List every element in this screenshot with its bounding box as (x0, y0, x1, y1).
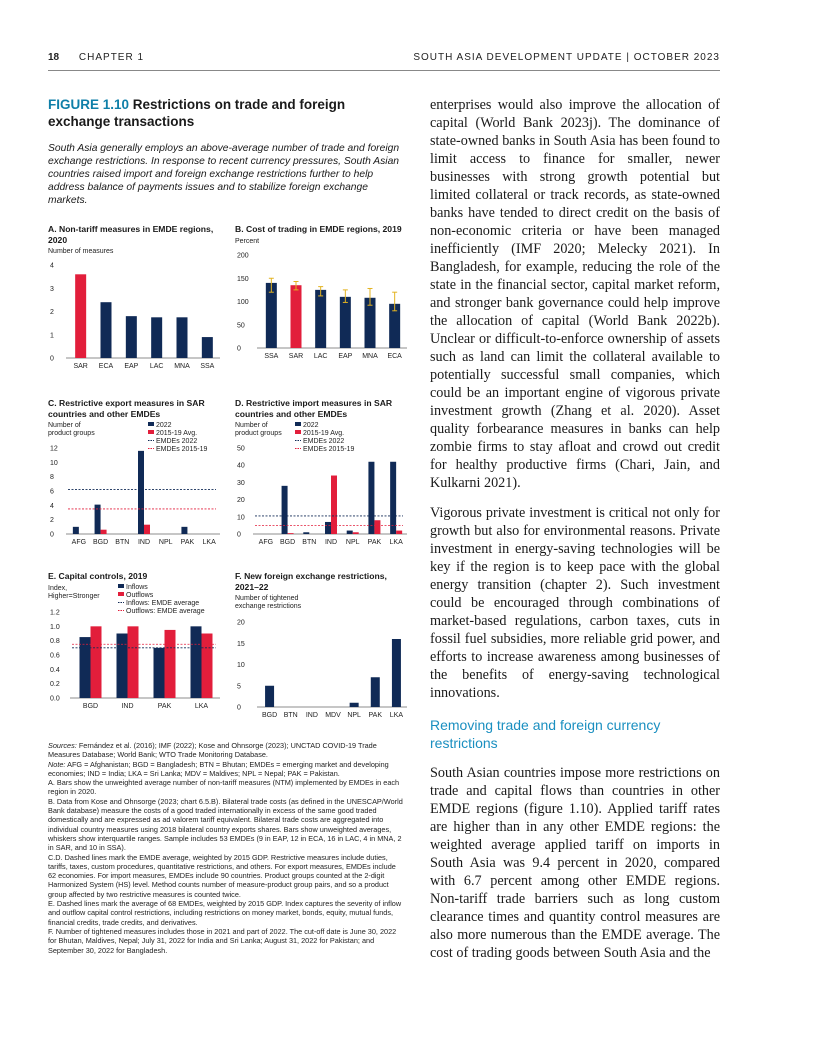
y-tick-label: 50 (237, 445, 245, 453)
x-tick-label: MNA (174, 363, 190, 370)
legend-label: Inflows (126, 583, 148, 591)
legend-label: EMDEs 2015-19 (303, 446, 355, 453)
panel-a (48, 224, 224, 380)
bar (303, 532, 309, 534)
x-tick-label: PAK (180, 539, 195, 546)
chart-d (235, 419, 411, 555)
legend-swatch (295, 422, 301, 426)
y-tick-label: 6 (50, 488, 54, 496)
x-tick-label: EAP (124, 363, 139, 370)
x-tick-label: SSA (264, 352, 279, 360)
y-tick-label: 1.0 (50, 623, 60, 631)
y-tick-label: 10 (237, 514, 245, 522)
bar (390, 462, 396, 534)
y-tick-label: 20 (237, 619, 245, 627)
bar (177, 317, 188, 358)
figure-number: FIGURE 1.10 (48, 97, 130, 112)
figure-title (48, 96, 410, 130)
legend-label: 2015-19 Avg. (156, 430, 198, 437)
note-e: E. Dashed lines mark the average of 68 EMDEs, weighted by 2015 GDP. Index captures the severity of inflow and outflow capital control restrictions, including restrictions on money market, bonds, equity, mutual funds, financial credits, trade credits, and derivatives. (48, 899, 402, 927)
legend-label: Outflows (126, 591, 154, 599)
body-paragraph-1: enterprises would also improve the allocation of capital (World Bank 2023j). The dominance of state-owned banks in South Asia has been found to limit access to finance for smaller, newer businesses with strong growth potential but limited collateral or track records, as state-owned banks have tended to direct credit on the basis of non-economic criteria or have been managed inefficiently (IMF 2020; Melecky 2021). In Bangladesh, for example, reducing the role of the state in the financial sector, capital market reform, and stronger bank governance could help improve the allocation of capital (World Bank 2022b). Unclear or difficult-to-enforce ownership of assets such as land can limit the collateral available to potentially successful small companies, which could be an important engine of vigorous private investment growth (Zhang et al. 2020). Asset quality forbearance measures in banks can help zombie firms to stay afloat and crowd out credit for healthy productive firms (Chari, Jain, and Kulkarni 2021). (430, 97, 720, 491)
y-tick-label: 100 (237, 298, 249, 306)
y-tick-label: 2 (50, 309, 54, 316)
y-tick-label: 12 (50, 445, 58, 453)
header-rule (48, 70, 720, 71)
x-tick-label: BGD (261, 712, 278, 719)
chart-a (48, 245, 224, 375)
x-tick-label: MDV (325, 712, 341, 719)
x-tick-label: BGD (82, 702, 99, 710)
y-tick-label: 150 (237, 275, 249, 283)
x-tick-label: AFG (71, 539, 87, 546)
y-tick-label: 0.8 (50, 637, 60, 645)
bar (144, 525, 150, 534)
x-tick-label: NPL (347, 712, 361, 719)
bar (392, 639, 401, 707)
x-tick-label: AFG (258, 539, 274, 546)
bar (340, 296, 351, 347)
bar (181, 527, 187, 534)
x-tick-label: IND (305, 712, 318, 719)
y-tick-label: 0 (237, 531, 241, 539)
y-tick-label: 50 (237, 321, 245, 329)
x-tick-label: SAR (73, 363, 88, 370)
y-axis-title: Number of (235, 422, 268, 429)
panel-a-title: A. Non-tariff measures in EMDE regions, 2020 (48, 224, 214, 245)
page-number: 18 (48, 52, 60, 63)
y-tick-label: 4 (50, 502, 54, 510)
legend-label: 2022 (156, 422, 172, 429)
y-axis-title: Number of measures (48, 248, 114, 255)
x-tick-label: ECA (387, 352, 402, 360)
panel-b-title: B. Cost of trading in EMDE regions, 2019 (235, 224, 402, 234)
bar (101, 530, 107, 534)
figure-block (48, 96, 410, 223)
panel-d (235, 398, 411, 560)
x-tick-label: LKA (389, 712, 404, 719)
bar (154, 647, 165, 697)
x-tick-label: MNA (362, 352, 378, 360)
bar (73, 527, 79, 534)
y-tick-label: 40 (237, 462, 245, 470)
y-axis-title: product groups (235, 430, 282, 437)
figure-title-text: Restrictions on trade and foreign exchange transactions (48, 97, 346, 129)
note-f: F. Number of tightened measures includes those in 2021 and part of 2022. The cut-off date is June 30, 2022 for Bhutan, Maldives, Nepal; July 31, 2022 for India and Sri Lanka; August 31, 2022 for Pakistan; and September 30, 2022 for Bangladesh. (48, 926, 397, 955)
x-tick-label: IND (137, 539, 151, 546)
bar (117, 633, 128, 698)
legend-swatch (118, 584, 124, 588)
x-tick-label: NPL (345, 539, 360, 546)
legend-label: EMDEs 2015-19 (156, 446, 208, 453)
y-tick-label: 0.4 (50, 666, 60, 674)
chapter-label: CHAPTER 1 (78, 52, 145, 63)
y-tick-label: 2 (50, 517, 54, 525)
y-axis-title: product groups (48, 430, 95, 437)
y-tick-label: 1.2 (50, 609, 60, 616)
x-tick-label: PAK (157, 702, 172, 710)
x-tick-label: PAK (368, 712, 383, 719)
x-tick-label: EAP (338, 352, 353, 360)
y-tick-label: 15 (237, 640, 245, 648)
bar (315, 289, 326, 347)
bar (126, 316, 137, 358)
y-tick-label: 0.2 (50, 680, 60, 688)
bar (265, 686, 274, 707)
bar (165, 629, 176, 697)
bar (353, 532, 359, 534)
x-tick-label: LKA (194, 702, 209, 710)
y-tick-label: 0 (237, 345, 241, 352)
running-header (48, 52, 720, 66)
sources-note: Sources: Fernández et al. (2016); IMF (2022); Kose and Ohnsorge (2023); UNCTAD COVID-19 Trade Measures Database; World Bank; WTO Trade Monitoring Database. (48, 741, 377, 760)
figure-notes (48, 741, 404, 955)
legend-label: EMDEs 2022 (303, 438, 345, 445)
y-axis-title: Higher=Stronger (48, 592, 100, 600)
chart-c (48, 419, 224, 555)
y-tick-label: 200 (237, 252, 249, 259)
abbrev-note: Note: AFG = Afghanistan; BGD = Bangladesh; BTN = Bhutan; EMDEs = emerging market and developing economies; IND = India; LKA = Sri Lanka; MDV = Maldives; NPL = Nepal; PAK = Pakistan. (48, 759, 389, 778)
x-tick-label: NPL (158, 539, 173, 546)
x-tick-label: PAK (367, 539, 382, 546)
bar (288, 533, 294, 534)
body-text (430, 96, 720, 962)
y-tick-label: 3 (50, 285, 54, 293)
bar (101, 302, 112, 358)
legend-label: Outflows: EMDE average (126, 607, 205, 615)
y-axis-title: Number of (48, 422, 81, 429)
x-tick-label: LKA (389, 539, 403, 546)
bar (282, 486, 288, 534)
y-tick-label: 1 (50, 332, 54, 340)
y-tick-label: 8 (50, 474, 54, 482)
x-tick-label: ECA (98, 363, 114, 370)
chart-f (235, 592, 411, 728)
x-tick-label: LKA (202, 539, 216, 546)
x-tick-label: BTN (302, 539, 317, 546)
legend-swatch (118, 592, 124, 596)
y-tick-label: 0.0 (50, 695, 60, 702)
legend-swatch (148, 422, 154, 426)
note-cd: C.D. Dashed lines mark the EMDE average, weighted by 2015 GDP. Restrictive measures include duties, tariffs, taxes, custom procedures, quantitative restrictions, and others. For export measures, EMDEs include 62 economies. For import measures, EMDEs include 90 countries. Product groups counted at the 2-digit Harmonized System (HS) level. Method counts number of measure-product group pairs, and so a product group affected by two restrictive measures is counted twice. (48, 852, 396, 899)
bar (371, 677, 380, 707)
bar (202, 337, 213, 358)
bar (347, 531, 353, 534)
bar (202, 633, 213, 698)
bar (151, 317, 162, 358)
chart-b (235, 235, 411, 365)
bar (138, 451, 144, 534)
x-tick-label: SAR (288, 352, 304, 360)
bar (368, 462, 374, 534)
figure-lead: South Asia generally employs an above-average number of trade and foreign exchange restrictions. In response to recent currency pressures, South Asian countries raised import and foreign exchange restrictions further to help address balance of payments issues and to stabilize foreign exchange markets. (48, 143, 400, 206)
section-heading: Removing trade and foreign currency restrictions (430, 717, 661, 751)
x-tick-label: IND (324, 539, 338, 546)
bar (396, 531, 402, 534)
y-axis-title: Index, (48, 584, 68, 592)
panel-c-title: C. Restrictive export measures in SAR countries and other EMDEs (48, 398, 205, 419)
y-axis-title: Number of tightened (235, 595, 299, 602)
bar (374, 520, 380, 534)
y-axis-title: Percent (235, 237, 260, 245)
legend-swatch (295, 430, 301, 434)
x-tick-label: BTN (115, 539, 130, 546)
x-tick-label: BGD (279, 539, 296, 546)
panel-f-title: F. New foreign exchange restrictions, 2021–22 (235, 571, 387, 592)
body-paragraph-3: South Asian countries impose more restrictions on trade and capital flows than countries in other EMDE regions (figure 1.10). Applied tariff rates are higher than in any other EMDE regions: the weighted average applied tariff on imports in South Asia was 9.4 percent in 2020, compared with 6.7 percent among other EMDE regions. Non-tariff trade barriers such as long custom clearance times and quantity control measures are also more numerous than the EMDE average. The cost of trading goods between South Asia and the (430, 765, 720, 961)
y-tick-label: 0.6 (50, 652, 60, 659)
x-tick-label: BTN (283, 712, 298, 719)
bar (191, 626, 202, 698)
x-tick-label: LAC (149, 363, 164, 370)
y-tick-label: 5 (237, 683, 241, 691)
note-b: B. Data from Kose and Ohnsorge (2023; chart 6.5.B). Bilateral trade costs (as defined in the UNESCAP/World Bank database) measure the costs of a good traded internationally in excess of the same good traded domestically and are expressed as ad valorem tariff equivalent. Bilateral trade costs are aggregated into individual country measures using 2018 bilateral country exports shares. Bars show unweighted averages, whiskers show interquartile ranges. Sample includes 53 EMDEs (9 in EAP, 12 in ECA, 16 in LAC, 4 in MNA, 2 in SAR, and 10 in SSA). (48, 796, 403, 853)
legend-label: 2022 (303, 422, 319, 429)
chart-e (48, 582, 224, 728)
panel-c (48, 398, 224, 560)
y-tick-label: 0 (50, 531, 54, 539)
legend-swatch (148, 430, 154, 434)
legend-label: Inflows: EMDE average (126, 599, 200, 607)
bar (350, 703, 359, 707)
publication-title: SOUTH ASIA DEVELOPMENT UPDATE | OCTOBER 2023 (413, 52, 720, 63)
x-tick-label: BGD (92, 539, 109, 546)
x-tick-label: SSA (200, 363, 215, 370)
body-paragraph-2: Vigorous private investment is critical not only for growth but also for environmental reasons. Private investment in energy-saving technologies will be key if the region is to keep pace with the global energy transition (chapter 2). Such investment could be encouraged through combinations of market-based regulations, carbon taxes, cuts in fossil fuel subsidies, more reliable grid power, and efforts to increase awareness among businesses of the benefits of energy-saving technological innovations. (430, 505, 720, 701)
note-a: A. Bars show the unweighted average number of non-tariff measures (NTM) implemented by EMDEs in each region in 2020. (48, 778, 400, 797)
x-tick-label: LAC (313, 352, 328, 360)
bar (75, 274, 86, 358)
y-tick-label: 4 (50, 262, 54, 270)
y-tick-label: 10 (237, 662, 245, 669)
bar (80, 637, 91, 698)
legend-label: 2015-19 Avg. (303, 430, 345, 437)
panel-e (48, 571, 224, 733)
y-tick-label: 20 (237, 497, 245, 505)
panel-b (235, 224, 411, 370)
y-tick-label: 10 (50, 459, 58, 467)
bar (91, 626, 102, 698)
panel-e-title: E. Capital controls, 2019 (48, 571, 148, 581)
bar (325, 522, 331, 534)
bar (291, 285, 302, 348)
panel-f (235, 571, 411, 733)
bar (128, 626, 139, 698)
y-tick-label: 0 (237, 704, 241, 712)
legend-label: EMDEs 2022 (156, 438, 198, 445)
x-tick-label: IND (121, 702, 134, 710)
panel-d-title: D. Restrictive import measures in SAR countries and other EMDEs (235, 398, 393, 419)
y-axis-title: exchange restrictions (235, 603, 302, 610)
y-tick-label: 0 (50, 355, 54, 363)
y-tick-label: 30 (237, 479, 245, 487)
